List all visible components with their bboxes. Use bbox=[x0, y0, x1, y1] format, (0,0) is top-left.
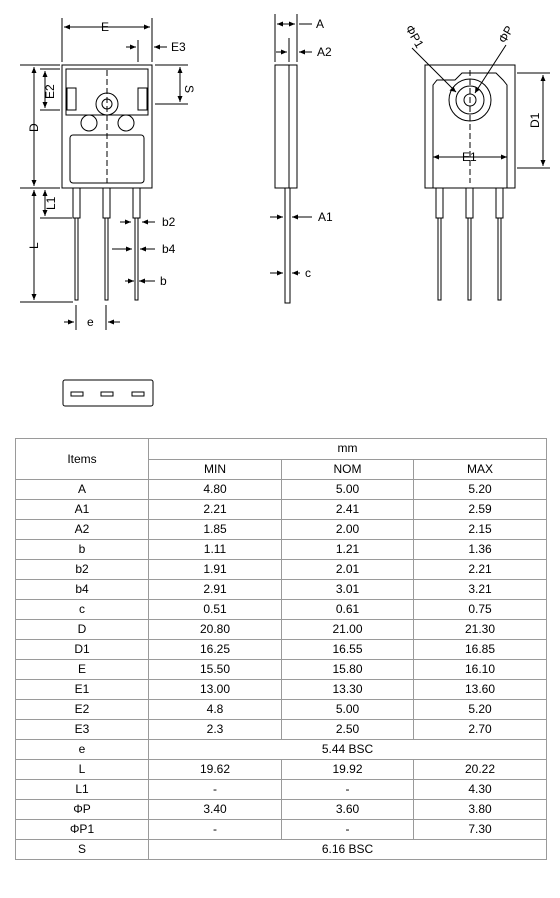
row-max: 20.22 bbox=[414, 760, 547, 780]
row-item: A bbox=[16, 480, 149, 500]
table-row bbox=[16, 760, 547, 780]
row-value-bsc: 6.16 BSC bbox=[149, 840, 547, 860]
package-outline-drawing bbox=[0, 0, 560, 420]
table-header-row bbox=[16, 439, 547, 460]
row-min: - bbox=[149, 780, 282, 800]
row-max: 3.21 bbox=[414, 580, 547, 600]
row-value-bsc: 5.44 BSC bbox=[149, 740, 547, 760]
row-min: 1.85 bbox=[149, 520, 282, 540]
row-nom: 2.01 bbox=[282, 560, 414, 580]
row-nom: 2.41 bbox=[282, 500, 414, 520]
label-E: E bbox=[101, 20, 110, 34]
table-row bbox=[16, 540, 547, 560]
row-item: A1 bbox=[16, 500, 149, 520]
row-min: 1.91 bbox=[149, 560, 282, 580]
row-max: 2.59 bbox=[414, 500, 547, 520]
row-min: 15.50 bbox=[149, 660, 282, 680]
row-nom: 16.55 bbox=[282, 640, 414, 660]
row-min: 4.80 bbox=[149, 480, 282, 500]
row-max: 16.85 bbox=[414, 640, 547, 660]
label-A2: A2 bbox=[317, 45, 332, 59]
table-row bbox=[16, 660, 547, 680]
row-nom: 19.92 bbox=[282, 760, 414, 780]
row-nom: 0.61 bbox=[282, 600, 414, 620]
items-header: Items bbox=[16, 439, 149, 480]
row-min: 1.11 bbox=[149, 540, 282, 560]
row-max: 4.30 bbox=[414, 780, 547, 800]
row-nom: 3.01 bbox=[282, 580, 414, 600]
row-max: 5.20 bbox=[414, 480, 547, 500]
table-row bbox=[16, 560, 547, 580]
row-item: E3 bbox=[16, 720, 149, 740]
row-item: L1 bbox=[16, 780, 149, 800]
label-phi-p: ΦP bbox=[495, 23, 517, 46]
table-row bbox=[16, 600, 547, 620]
table-row bbox=[16, 820, 547, 840]
row-item: b4 bbox=[16, 580, 149, 600]
row-nom: 5.00 bbox=[282, 700, 414, 720]
row-min: 16.25 bbox=[149, 640, 282, 660]
label-e: e bbox=[87, 315, 94, 329]
unit-header: mm bbox=[149, 439, 547, 460]
table-row bbox=[16, 740, 547, 760]
table-row bbox=[16, 480, 547, 500]
label-phi-p1: ΦP1 bbox=[402, 22, 427, 51]
row-nom: 2.00 bbox=[282, 520, 414, 540]
table-row bbox=[16, 840, 547, 860]
label-L: L bbox=[27, 242, 41, 249]
row-max: 5.20 bbox=[414, 700, 547, 720]
label-L1: L1 bbox=[44, 196, 58, 210]
label-c: c bbox=[305, 266, 311, 280]
row-item: D1 bbox=[16, 640, 149, 660]
row-min: 2.21 bbox=[149, 500, 282, 520]
table-row bbox=[16, 800, 547, 820]
row-item: S bbox=[16, 840, 149, 860]
row-nom: 2.50 bbox=[282, 720, 414, 740]
row-max: 7.30 bbox=[414, 820, 547, 840]
row-max: 2.15 bbox=[414, 520, 547, 540]
row-min: 19.62 bbox=[149, 760, 282, 780]
row-item: ΦP1 bbox=[16, 820, 149, 840]
row-max: 21.30 bbox=[414, 620, 547, 640]
col-header-nom: NOM bbox=[282, 459, 414, 480]
table-row bbox=[16, 620, 547, 640]
row-min: 20.80 bbox=[149, 620, 282, 640]
row-min: 2.91 bbox=[149, 580, 282, 600]
row-min: 2.3 bbox=[149, 720, 282, 740]
row-max: 16.10 bbox=[414, 660, 547, 680]
row-nom: - bbox=[282, 820, 414, 840]
row-max: 2.21 bbox=[414, 560, 547, 580]
row-item: ΦP bbox=[16, 800, 149, 820]
row-max: 3.80 bbox=[414, 800, 547, 820]
table-row bbox=[16, 580, 547, 600]
row-item: L bbox=[16, 760, 149, 780]
label-E1: E1 bbox=[462, 150, 477, 164]
label-b4: b4 bbox=[162, 242, 176, 256]
bottom-view bbox=[63, 380, 153, 406]
row-nom: 21.00 bbox=[282, 620, 414, 640]
row-item: A2 bbox=[16, 520, 149, 540]
label-S: S bbox=[182, 85, 196, 94]
label-A: A bbox=[316, 17, 325, 31]
row-min: 13.00 bbox=[149, 680, 282, 700]
side-view bbox=[270, 14, 312, 303]
label-D: D bbox=[27, 123, 41, 132]
table-row bbox=[16, 520, 547, 540]
table-row bbox=[16, 680, 547, 700]
row-item: E2 bbox=[16, 700, 149, 720]
row-item: c bbox=[16, 600, 149, 620]
label-E3: E3 bbox=[171, 40, 186, 54]
row-item: b bbox=[16, 540, 149, 560]
row-min: 0.51 bbox=[149, 600, 282, 620]
row-item: E1 bbox=[16, 680, 149, 700]
row-max: 0.75 bbox=[414, 600, 547, 620]
row-max: 1.36 bbox=[414, 540, 547, 560]
row-item: e bbox=[16, 740, 149, 760]
row-item: E bbox=[16, 660, 149, 680]
col-header-max: MAX bbox=[414, 459, 547, 480]
row-item: D bbox=[16, 620, 149, 640]
table-row bbox=[16, 640, 547, 660]
row-nom: 15.80 bbox=[282, 660, 414, 680]
row-nom: 5.00 bbox=[282, 480, 414, 500]
table-row bbox=[16, 720, 547, 740]
label-b2: b2 bbox=[162, 215, 176, 229]
row-item: b2 bbox=[16, 560, 149, 580]
label-D1: D1 bbox=[528, 112, 542, 128]
row-min: 4.8 bbox=[149, 700, 282, 720]
row-max: 2.70 bbox=[414, 720, 547, 740]
table-row bbox=[16, 700, 547, 720]
row-min: - bbox=[149, 820, 282, 840]
row-nom: 13.30 bbox=[282, 680, 414, 700]
dimensions-table bbox=[15, 438, 547, 860]
row-nom: 3.60 bbox=[282, 800, 414, 820]
table-row bbox=[16, 780, 547, 800]
row-min: 3.40 bbox=[149, 800, 282, 820]
row-nom: - bbox=[282, 780, 414, 800]
label-E2: E2 bbox=[43, 84, 57, 99]
back-view bbox=[412, 45, 550, 300]
row-nom: 1.21 bbox=[282, 540, 414, 560]
row-max: 13.60 bbox=[414, 680, 547, 700]
table-row bbox=[16, 500, 547, 520]
label-b: b bbox=[160, 274, 167, 288]
col-header-min: MIN bbox=[149, 459, 282, 480]
label-A1: A1 bbox=[318, 210, 333, 224]
